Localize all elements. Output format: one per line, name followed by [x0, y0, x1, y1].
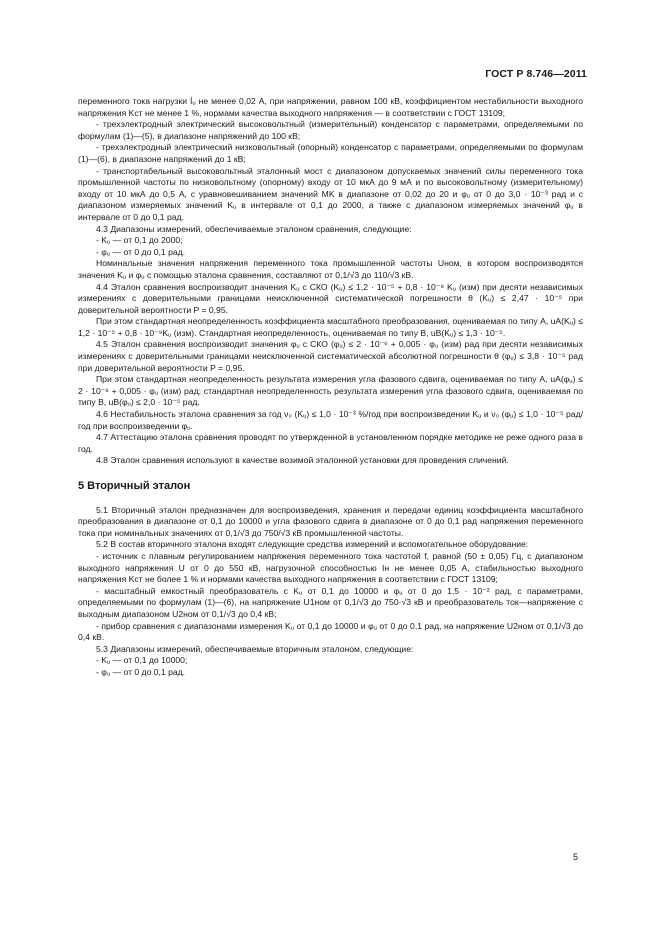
- paragraph: переменного тока нагрузки Íᵤ не менее 0,02 А, при напряжении, равном 100 кВ, коэффициентом нестабильности выходного напряжения Kст не менее 1 %, нормами качества выходного напряжения — в соответствии с ГОСТ 13109;: [78, 96, 583, 118]
- list-item: - трехэлектродный электрический низковольтный (опорный) конденсатор с параметрами, определяемыми по формулам (1)—(6), в диапазоне напряжений до 1 кВ;: [78, 142, 583, 164]
- list-item: - прибор сравнения с диапазонами измерения Kᵤ от 0,1 до 10000 и φᵤ от 0 до 0,1 рад, на напряжение U2ном от 0,1/√3 до 0,4 кВ.: [78, 620, 583, 643]
- paragraph: При этом стандартная неопределенность коэффициента масштабного преобразования, оцениваемая по типу А, uA(Kᵤ) ≤ 1,2 · 10⁻⁵ + 0,8 · 10⁻⁹Kᵤ (изм). Стандартная неопределенность, оцениваемая по типу В, uB(Kᵤ) ≤ 1,3 · 10⁻⁵.: [78, 316, 583, 338]
- list-item: - φᵤ — от 0 до 0,1 рад.: [96, 666, 186, 677]
- document-body: [78, 96, 583, 679]
- list-item: - Kᵤ — от 0,1 до 10000;: [96, 655, 188, 666]
- paragraph: 4.5 Эталон сравнения воспроизводит значения φᵤ с СКО (φᵤ) ≤ 2 · 10⁻⁶ + 0,005 · φᵤ (изм) рад при десяти независимых измерениях с доверительными границами неисключенной систематической абсолютной погрешности θ (φᵤ) ≤ 3,8 · 10⁻⁵ рад при доверительной вероятности P = 0,95.: [78, 339, 583, 373]
- section-title: 5 Вторичный эталон: [78, 480, 191, 492]
- paragraph: 4.6 Нестабильность эталона сравнения за год ν₀ (Kᵤ) ≤ 1,0 · 10⁻³ %/год при воспроизведении Kᵤ и ν₀ (φᵤ) ≤ 1,0 · 10⁻⁵ рад/год при воспроизведении φᵤ.: [78, 409, 583, 431]
- list-item: - источник с плавным регулированием напряжения переменного тока частотой f, равной (50 ± 0,05) Гц, с диапазоном выходного напряжения U от 0 до 550 кВ, нагрузочной способностью Iн не менее 0,05 А, стабильностью выходного напряжения Kст не более 1 % и нормами качества выходного напряжения в соответствии с ГОСТ 13109;: [78, 550, 583, 585]
- paragraph: 4.3 Диапазоны измерений, обеспечиваемые эталоном сравнения, следующие:: [96, 223, 412, 234]
- paragraph: 4.8 Эталон сравнения используют в качестве возимой эталонной установки для проведения сличений.: [96, 455, 509, 466]
- paragraph: 4.7 Аттестацию эталона сравнения проводят по утвержденной в установленном порядке методике не реже одного раза в год.: [78, 432, 583, 454]
- paragraph: 5.3 Диапазоны измерений, обеспечиваемые вторичным эталоном, следующие:: [96, 643, 414, 654]
- paragraph: 5.2 В состав вторичного эталона входят следующие средства измерений и вспомогательное оборудование:: [96, 539, 529, 550]
- paragraph: Номинальные значения напряжения переменного тока промышленной частоты Uном, в котором воспроизводятся значения Kᵤ и φᵤ с помощью эталона сравнения, составляют от 0,1/√3 до 110/√3 кВ.: [78, 258, 583, 280]
- paragraph: 4.4 Эталон сравнения воспроизводит значения Kᵤ с СКО (Kᵤ) ≤ 1,2 · 10⁻⁵ + 0,8 · 10⁻⁹ Kᵤ (изм) при десяти независимых измерениях с доверительными границами неисключенной систематической погрешности θ (Kᵤ) ≤ 2,47 · 10⁻⁵ при доверительной вероятности P = 0,95.: [78, 281, 583, 315]
- paragraph: 5.1 Вторичный эталон предназначен для воспроизведения, хранения и передачи единиц коэффициента масштабного преобразования в диапазоне от 0,1 до 10000 и угла фазового сдвига в диапазоне от 0 до 0,1 рад напряжения переменного тока при номинальных значениях от 0,1/√3 до 750/√3 кВ промышленной частоты.: [78, 504, 583, 538]
- list-item: - Kᵤ — от 0,1 до 2000;: [96, 235, 183, 246]
- page-number: 5: [573, 852, 579, 862]
- list-item: - масштабный емкостный преобразователь с Kᵤ от 0,1 до 10000 и φᵤ от 0 до 1,5 · 10⁻² рад, с параметрами, определяемыми по формулам (1)—(6), на напряжение U1ном от 0,1/√3 до 750·√3 кВ и преобразователь ток—напряжение с выходным диапазоном U2ном от 0,1/√3 до 0,4 кВ;: [78, 585, 583, 619]
- list-item: - φᵤ — от 0 до 0,1 рад.: [96, 246, 186, 257]
- list-item: - трехэлектродный электрический высоковольтный (измерительный) конденсатор с параметрами, определяемыми по формулам (1)—(5), в диапазоне напряжений до 100 кВ;: [78, 119, 583, 141]
- paragraph: При этом стандартная неопределенность результата измерения угла фазового сдвига, оцениваемая по типу А, uA(φᵤ) ≤ 2 · 10⁻⁶ + 0,005 · φᵤ (изм) рад; стандартная неопределенность результата измерения угла фазового сдвига, оцениваемая по типу В, uB(φᵤ) ≤ 2,0 · 10⁻⁵ рад.: [78, 374, 583, 408]
- document-header: ГОСТ Р 8.746—2011: [485, 68, 587, 80]
- list-item: - транспортабельный высоковольтный эталонный мост с диапазоном допускаемых значений силы переменного тока промышленной частоты по низковольтному (опорному) входу от 10 мкА до 9 мА и по высоковольтному (измерительному) входу от 10 мкА до 0,5 А, с уравновешиванием значений MK в диапазоне от 0,02 до 20 и φᵤ от 0 до 3,0 · 10⁻³ рад и с диапазоном измеряемых значений Kᵤ в интервале от 0,1 до 2000, а также с диапазоном измеряемых значений φᵤ в интервале от 0 до 0,1 рад.: [78, 165, 583, 222]
